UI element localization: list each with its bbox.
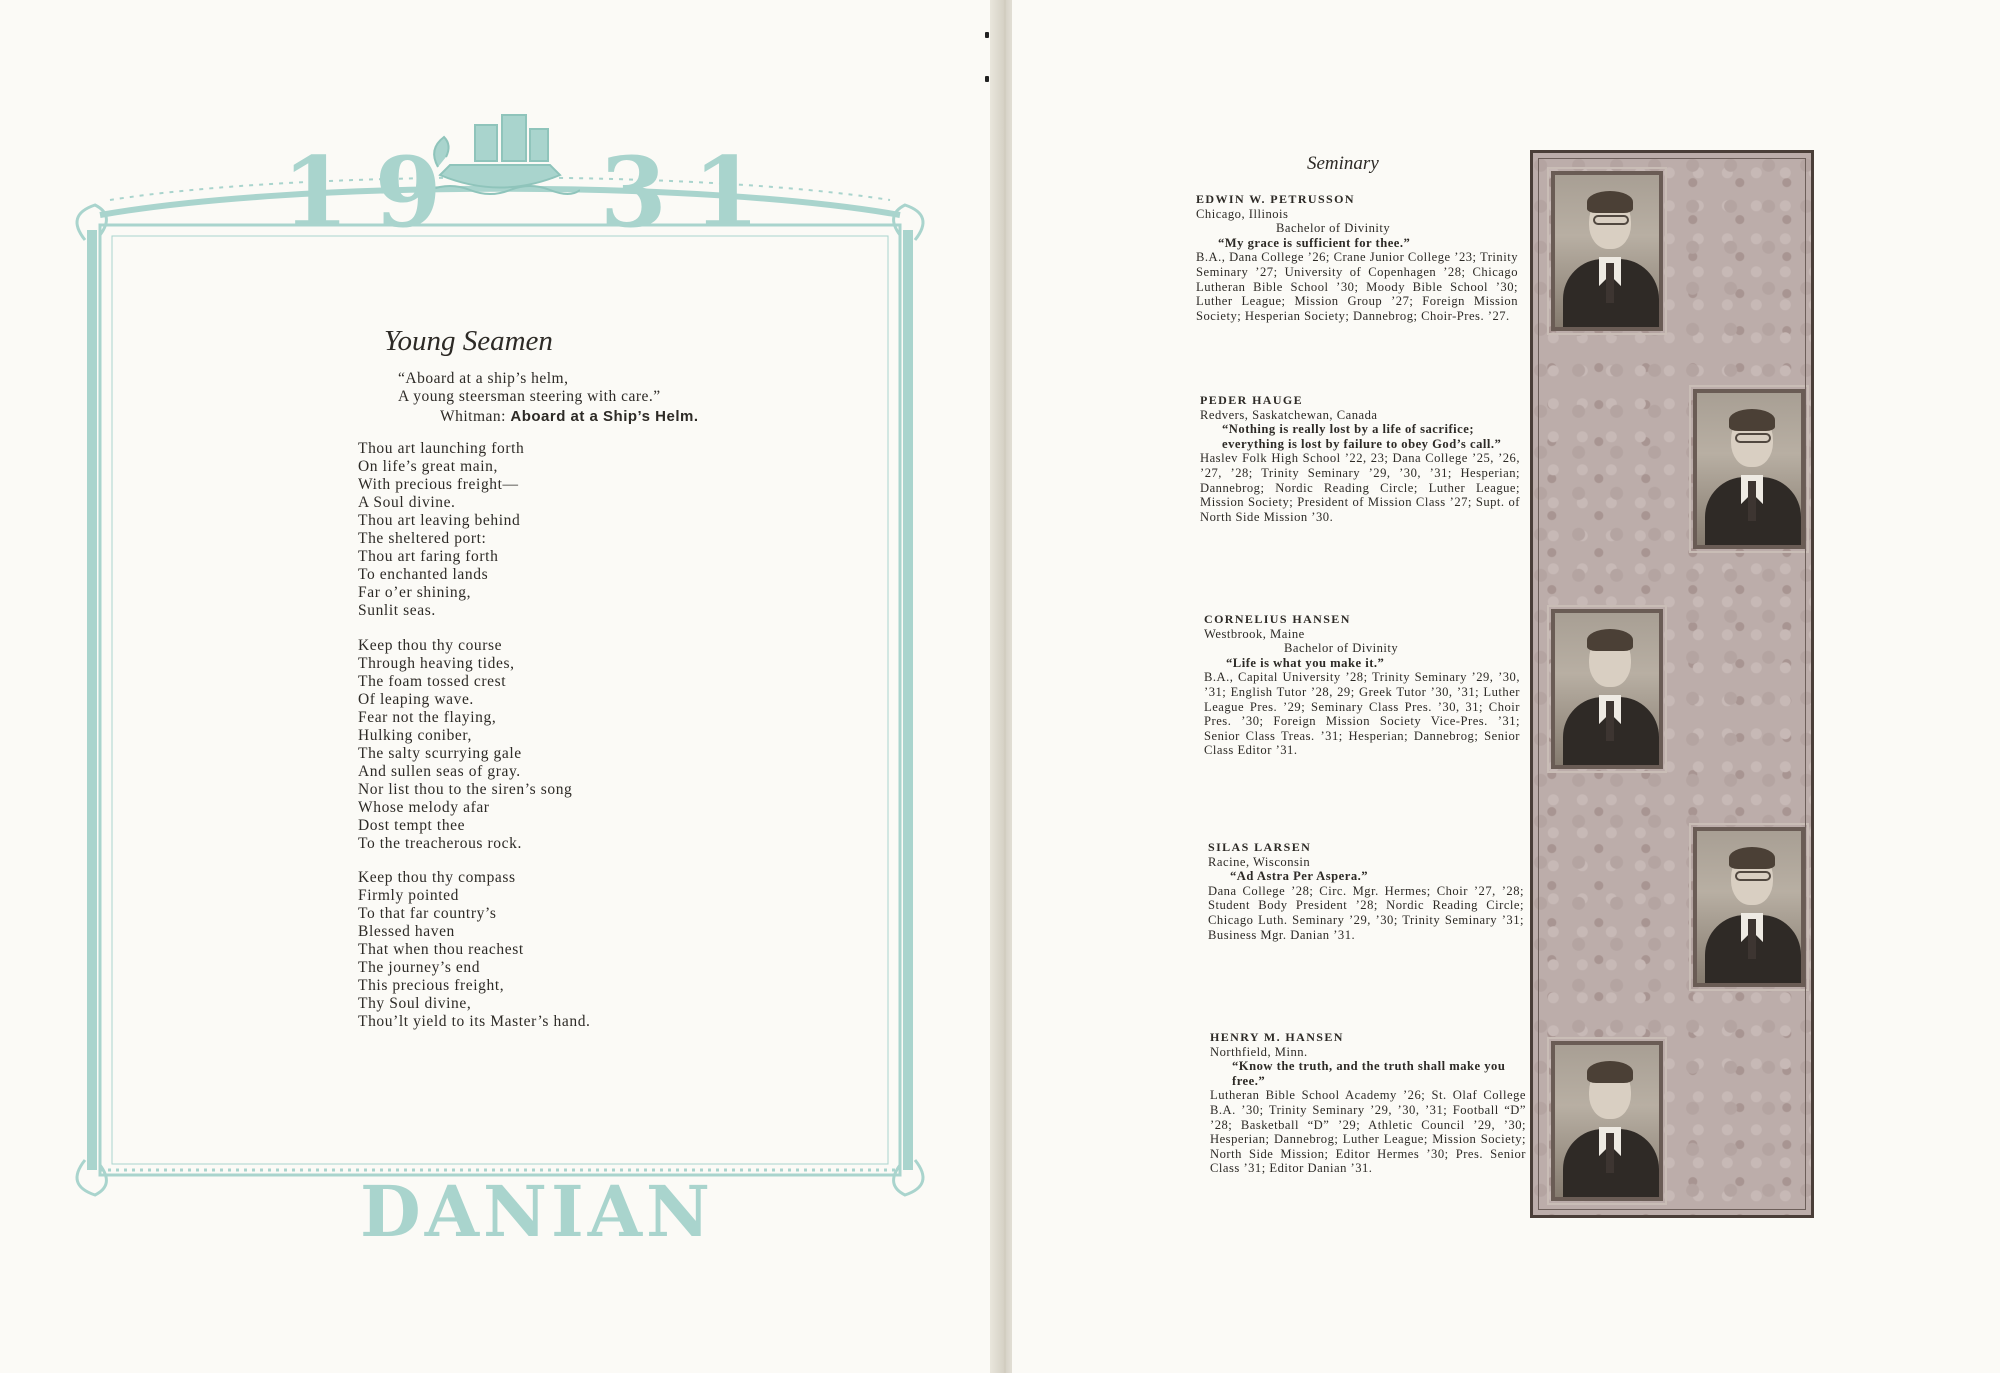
verse-line: To enchanted lands (358, 566, 489, 583)
activities: Lutheran Bible School Academy ’26; St. Olaf College B.A. ’30; Trinity Seminary ’29, ’30, ’31; Football “D” ’28; Basketball “D” ’29; Athletic Council ’29, ’30; Hesperian; Dannebrog; Luther League; Mission Society; North Side Mission; Editor Hermes ’30; Pres. Senior Class ’31; Editor Danian ’31. (1210, 1088, 1526, 1176)
verse-line: To that far country’s (358, 905, 497, 922)
entry-larsen (1208, 840, 1524, 942)
verse-line: Firmly pointed (358, 887, 459, 904)
photo-strip (1530, 150, 1814, 1218)
activities: B.A., Dana College ’26; Crane Junior College ’23; Trinity Seminary ’27; University of Copenhagen ’28; Chicago Lutheran Bible School ’30; Moody Bible School ’30; Luther League; Mission Group ’27; Foreign Mission Society; Hesperian Society; Dannebrog; Choir-Pres. ’27. (1196, 250, 1518, 323)
verse-line: Dost tempt thee (358, 817, 466, 834)
verse-line: The foam tossed crest (358, 673, 507, 690)
epigraph-source: Aboard at a Ship’s Helm. (510, 408, 699, 425)
stanza-3 (358, 869, 591, 1031)
quote: “Life is what you make it.” (1226, 655, 1385, 670)
poem-title: Young Seamen (384, 325, 553, 357)
verse-line: The salty scurrying gale (358, 745, 522, 762)
quote: “Nothing is really lost by a life of sacrifice; everything is lost by failure to obey God’s call.” (1222, 422, 1502, 451)
year-digits-right: 31 (600, 136, 786, 249)
activities: Haslev Folk High School ’22, 23; Dana College ’25, ’26, ’27, ’28; Trinity Seminary ’29, ’30, ’31; Hesperian; Dannebrog; Nordic Reading Circle; Luther League; Mission Society; President of Mission Class ’27; Supt. of North Side Mission ’30. (1200, 451, 1520, 524)
stanza-2 (358, 637, 572, 853)
verse-line: To the treacherous rock. (358, 835, 522, 852)
verse-line: Sunlit seas. (358, 602, 436, 619)
year-digits-left: 19 (282, 136, 468, 249)
verse-line: Through heaving tides, (358, 655, 515, 672)
paper-speck (985, 32, 989, 38)
verse-line: This precious freight, (358, 977, 505, 994)
verse-line: Keep thou thy course (358, 637, 503, 654)
entry-cornelius-hansen (1204, 612, 1520, 758)
hometown: Redvers, Saskatchewan, Canada (1200, 407, 1378, 422)
epigraph-author: Whitman: (440, 408, 506, 425)
portrait-larsen (1693, 827, 1805, 987)
student-name: EDWIN W. PETRUSSON (1196, 192, 1355, 206)
student-name: PEDER HAUGE (1200, 393, 1304, 407)
stanza-1 (358, 440, 524, 620)
portrait-henry-hansen (1551, 1041, 1663, 1201)
verse-line: Thou art faring forth (358, 548, 499, 565)
verse-line: That when thou reachest (358, 941, 524, 958)
verse-line: Fear not the flaying, (358, 709, 497, 726)
verse-line: Far o’er shining, (358, 584, 472, 601)
student-name: CORNELIUS HANSEN (1204, 612, 1351, 626)
epigraph-attribution (440, 408, 699, 426)
verse-line: Thou art leaving behind (358, 512, 521, 529)
verse-line: And sullen seas of gray. (358, 763, 521, 780)
student-name: SILAS LARSEN (1208, 840, 1312, 854)
verse-line: Thy Soul divine, (358, 995, 472, 1012)
portrait-hauge (1693, 389, 1805, 549)
verse-line: The sheltered port: (358, 530, 487, 547)
left-page (0, 0, 998, 1373)
verse-line: Blessed haven (358, 923, 455, 940)
verse-line: Thou’lt yield to its Master’s hand. (358, 1013, 591, 1030)
verse-line: The journey’s end (358, 959, 481, 976)
danian-footer-word: DANIAN (360, 1170, 715, 1253)
portrait-petrusson (1551, 171, 1663, 331)
section-title: Seminary (1307, 153, 1379, 174)
activities: Dana College ’28; Circ. Mgr. Hermes; Choir ’27, ’28; Student Body President ’28; Nordic Reading Circle; Chicago Luth. Seminary ’29, ’30; Trinity Seminary ’31; Business Mgr. Danian ’31. (1208, 883, 1524, 942)
hometown: Chicago, Illinois (1196, 206, 1289, 221)
hometown: Northfield, Minn. (1210, 1044, 1308, 1059)
epigraph-line-2: A young steersman steering with care.” (398, 388, 661, 405)
verse-line: A Soul divine. (358, 494, 456, 511)
verse-line: With precious freight— (358, 476, 519, 493)
entry-petrusson (1196, 192, 1518, 323)
epigraph-line-1: “Aboard at a ship’s helm, (398, 370, 569, 387)
verse-line: Whose melody afar (358, 799, 490, 816)
quote: “Ad Astra Per Aspera.” (1230, 869, 1369, 884)
degree: Bachelor of Divinity (1284, 641, 1399, 656)
activities: B.A., Capital University ’28; Trinity Seminary ’29, ’30, ’31; English Tutor ’28, 29; Greek Tutor ’30, ’31; Luther League Pres. ’29; Seminary Class Pres. ’30, 31; Choir Pres. ’30; Foreign Mission Society Vice-Pres. ’31; Senior Class Treas. ’31; Hesperian; Dannebrog; Senior Class Editor ’31. (1204, 670, 1520, 758)
verse-line: Nor list thou to the siren’s song (358, 781, 573, 798)
entry-henry-hansen (1210, 1030, 1526, 1176)
entry-hauge (1200, 393, 1520, 524)
hometown: Racine, Wisconsin (1208, 854, 1311, 869)
hometown: Westbrook, Maine (1204, 626, 1305, 641)
verse-line: On life’s great main, (358, 458, 499, 475)
portrait-cornelius-hansen (1551, 609, 1663, 769)
verse-line: Thou art launching forth (358, 440, 525, 457)
degree: Bachelor of Divinity (1276, 221, 1391, 236)
quote: “My grace is sufficient for thee.” (1218, 235, 1411, 250)
student-name: HENRY M. HANSEN (1210, 1030, 1344, 1044)
verse-line: Keep thou thy compass (358, 869, 516, 886)
verse-line: Of leaping wave. (358, 691, 474, 708)
verse-line: Hulking coniber, (358, 727, 473, 744)
paper-speck (985, 76, 989, 82)
quote: “Know the truth, and the truth shall make you free.” (1232, 1059, 1506, 1088)
